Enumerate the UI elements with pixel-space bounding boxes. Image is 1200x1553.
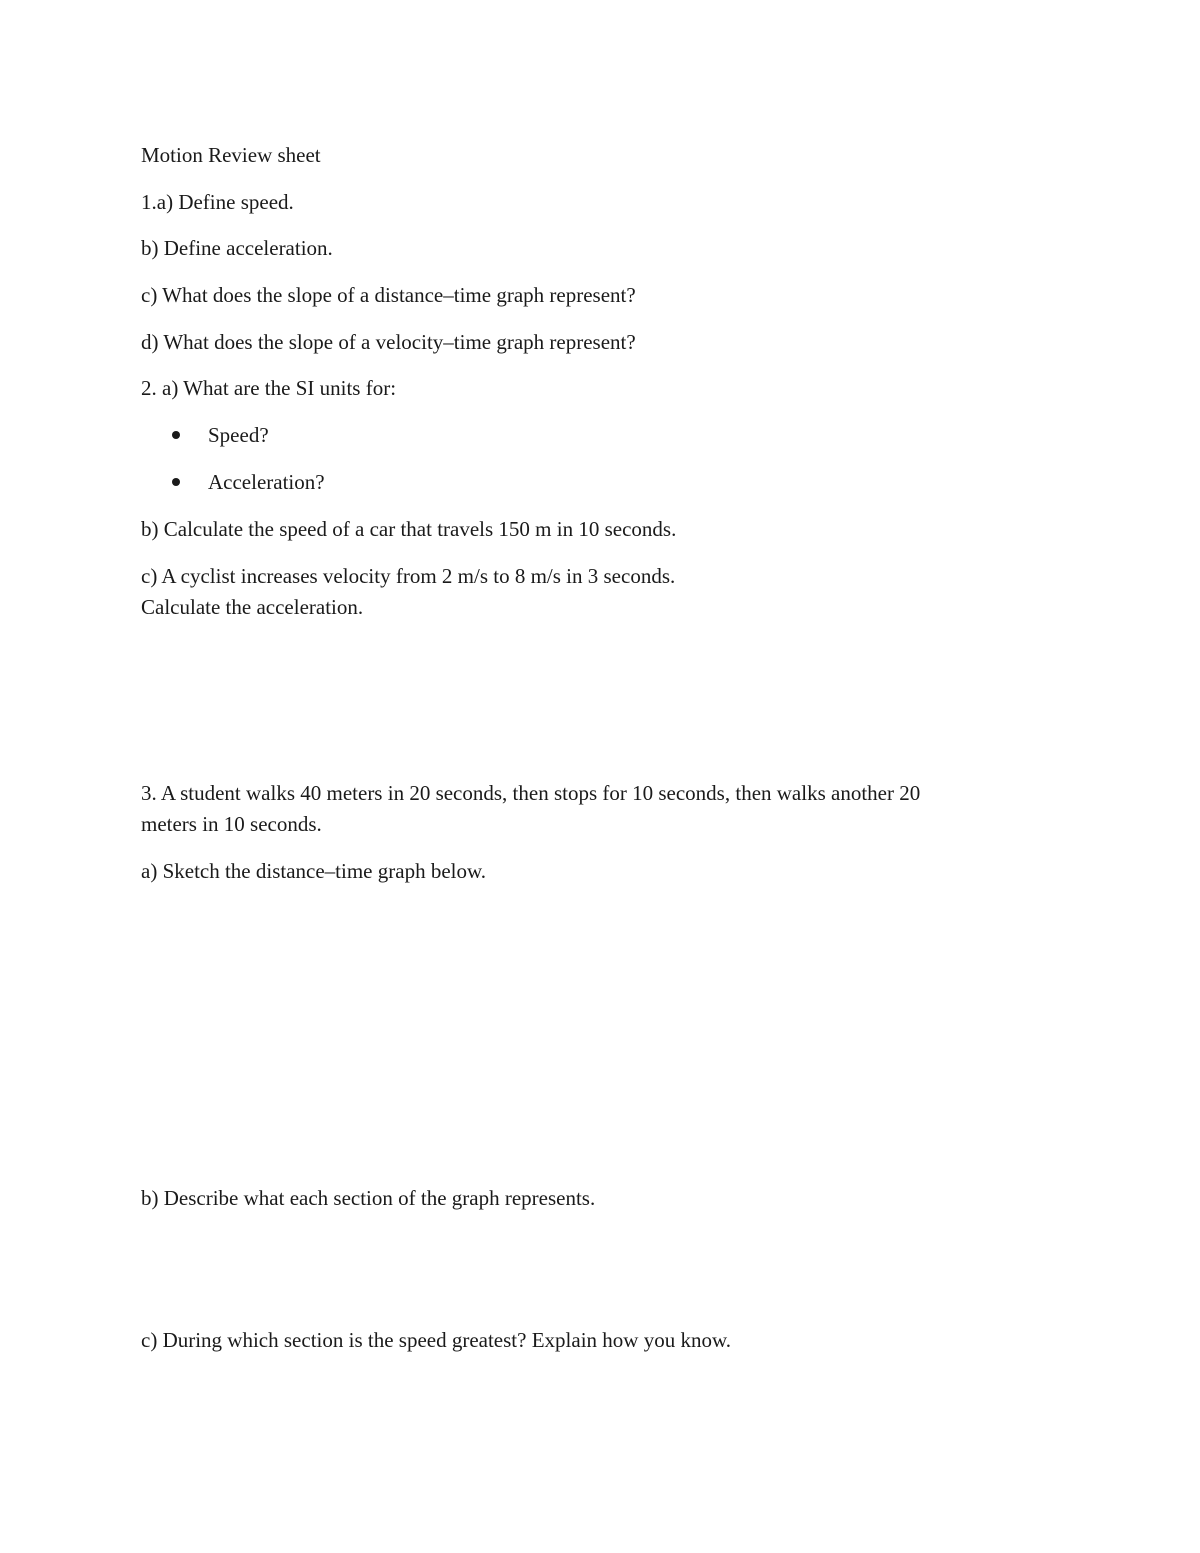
question-1c: c) What does the slope of a distance–time graph represent? bbox=[141, 283, 636, 307]
question-3a: a) Sketch the distance–time graph below. bbox=[141, 859, 487, 883]
question-1d: d) What does the slope of a velocity–time graph represent? bbox=[141, 330, 636, 354]
question-3c: c) During which section is the speed greatest? Explain how you know. bbox=[141, 1328, 731, 1352]
question-1a: 1.a) Define speed. bbox=[141, 190, 294, 214]
bullet-icon bbox=[172, 431, 180, 439]
question-2c-line1: c) A cyclist increases velocity from 2 m/s to 8 m/s in 3 seconds. bbox=[141, 564, 676, 588]
question-2c-line2: Calculate the acceleration. bbox=[141, 595, 364, 619]
bullet-item-speed bbox=[172, 420, 269, 451]
question-2b: b) Calculate the speed of a car that travels 150 m in 10 seconds. bbox=[141, 517, 677, 541]
question-1b: b) Define acceleration. bbox=[141, 236, 333, 260]
bullet-icon bbox=[172, 478, 180, 486]
document-title: Motion Review sheet bbox=[141, 143, 321, 167]
question-2a: 2. a) What are the SI units for: bbox=[141, 376, 397, 400]
question-3-stem-line2: meters in 10 seconds. bbox=[141, 812, 322, 836]
bullet-text: Acceleration? bbox=[208, 470, 325, 494]
question-3b: b) Describe what each section of the graph represents. bbox=[141, 1186, 596, 1210]
bullet-item-acceleration bbox=[172, 467, 325, 498]
question-3-stem-line1: 3. A student walks 40 meters in 20 seconds, then stops for 10 seconds, then walks another 20 bbox=[141, 781, 921, 805]
bullet-text: Speed? bbox=[208, 423, 269, 447]
